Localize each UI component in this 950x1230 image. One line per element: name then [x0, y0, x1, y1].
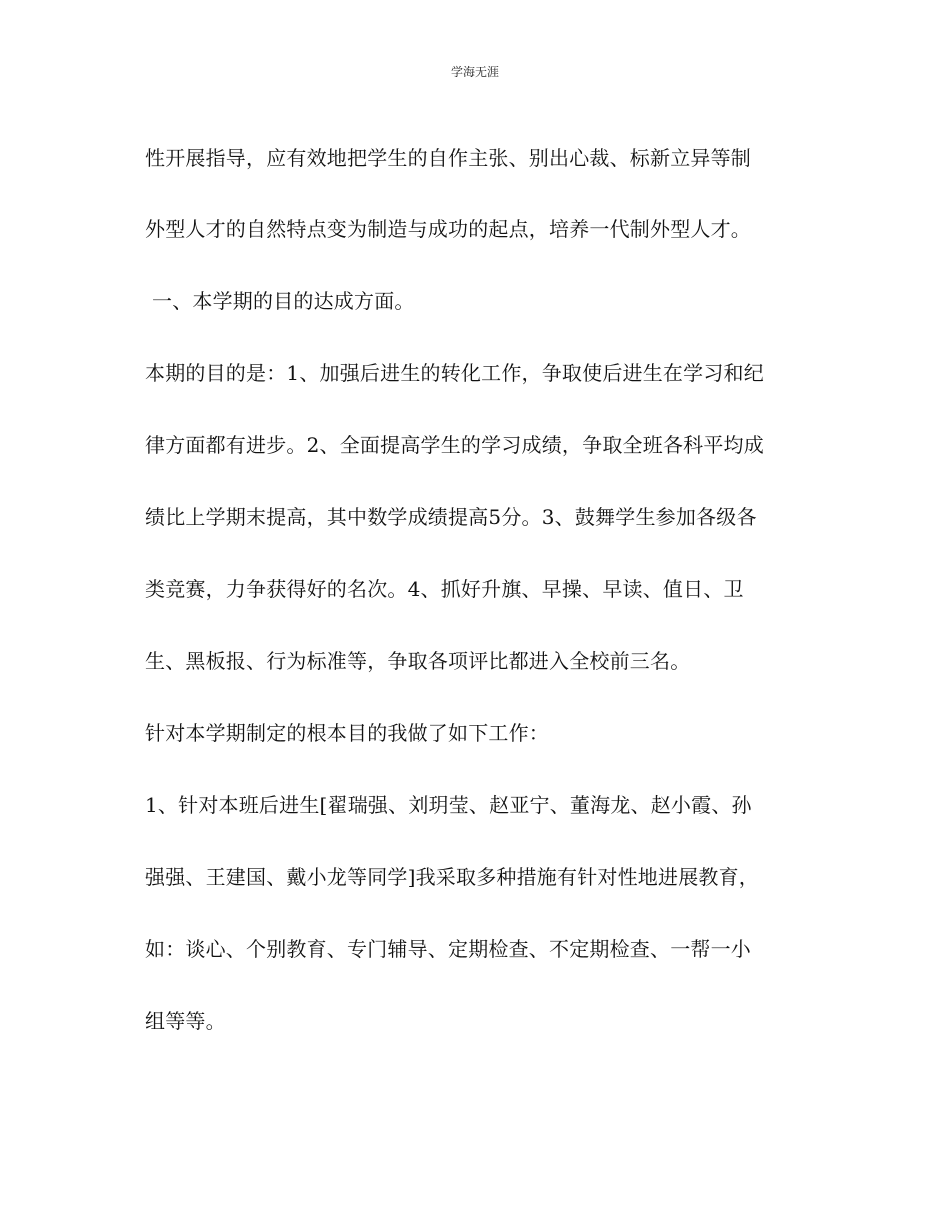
body-line-4: 本期的目的是：1、加强后进生的转化工作，争取使后进生在学习和纪 [145, 361, 764, 385]
body-line-12: 如：谈心、个别教育、专门辅导、定期检查、不定期检查、一帮一小 [145, 937, 751, 961]
body-line-10: 1、针对本班后进生[翟瑞强、刘玥莹、赵亚宁、董海龙、赵小霞、孙 [145, 793, 752, 817]
body-line-7: 类竞赛，力争获得好的名次。4、抓好升旗、早操、早读、值日、卫 [145, 577, 744, 601]
body-line-8: 生、黑板报、行为标准等，争取各项评比都进入全校前三名。 [145, 649, 691, 673]
body-line-13: 组等等。 [145, 1009, 226, 1033]
body-line-1: 性开展指导，应有效地把学生的自作主张、别出心裁、标新立异等制 [145, 146, 751, 170]
body-line-11: 强强、王建国、戴小龙等同学]我采取多种措施有针对性地进展教育， [145, 865, 760, 889]
body-line-2: 外型人才的自然特点变为制造与成功的起点，培养一代制外型人才。 [145, 217, 751, 241]
page-header: 学海无涯 [450, 65, 499, 79]
body-line-6: 绩比上学期末提高，其中数学成绩提高5分。3、鼓舞学生参加各级各 [145, 505, 757, 529]
section-heading: 一、本学期的目的达成方面。 [152, 289, 415, 313]
body-line-5: 律方面都有进步。2、全面提高学生的学习成绩，争取全班各科平均成 [145, 433, 764, 457]
body-line-9: 针对本学期制定的根本目的我做了如下工作： [145, 721, 549, 745]
